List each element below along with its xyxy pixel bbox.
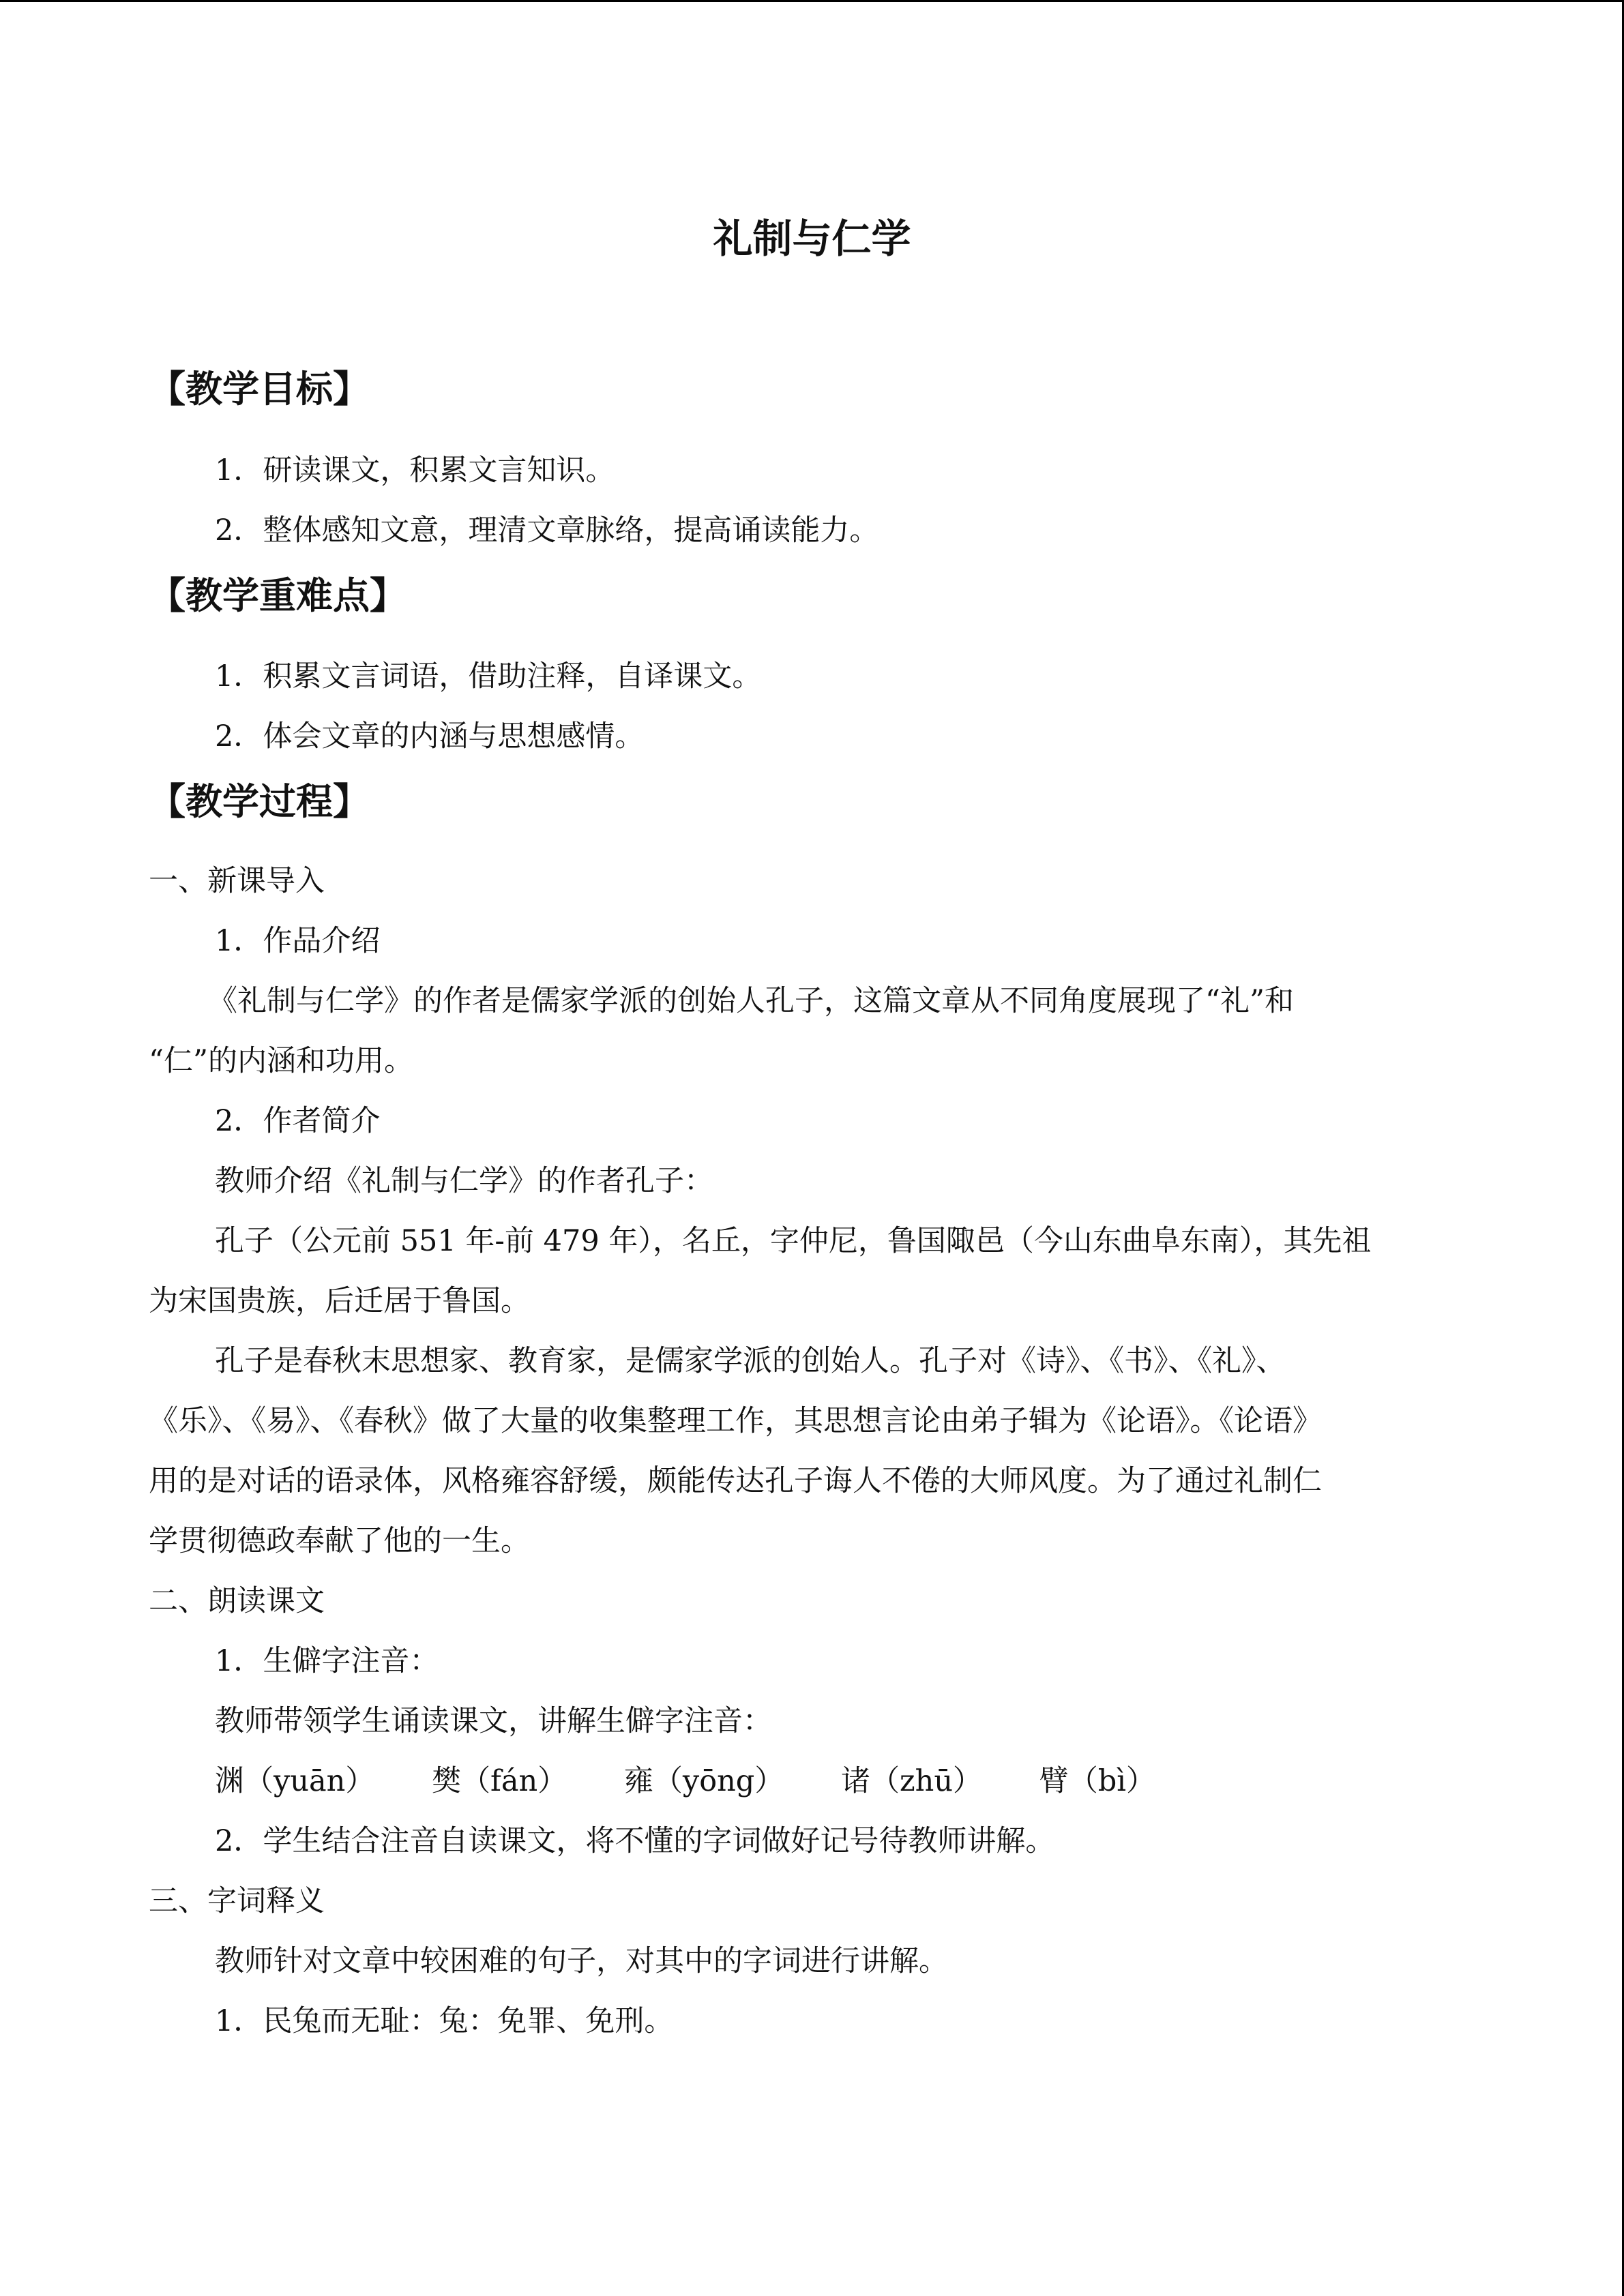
objective-item-2: 2．整体感知文意，理清文章脉络，提高诵读能力。 [215, 513, 879, 548]
bio2-line-2: 《乐》、《易》、《春秋》做了大量的收集整理工作，其思想言论由弟子辑为《论语》。《论语》 [149, 1404, 1322, 1438]
objective-item-1: 1．研读课文，积累文言知识。 [215, 453, 615, 488]
bio2-line-3: 用的是对话的语录体，风格雍容舒缓，颇能传达孔子诲人不倦的大师风度。为了通过礼制仁 [149, 1464, 1322, 1498]
bio2-line-4: 学贯彻德政奉献了他的一生。 [149, 1524, 530, 1558]
part3-lead: 教师针对文章中较困难的句子，对其中的字词进行讲解。 [215, 1944, 948, 1978]
intro-line-1: 《礼制与仁学》的作者是儒家学派的创始人孔子，这篇文章从不同角度展现了“礼”和 [208, 984, 1294, 1018]
objectives-heading: 【教学目标】 [149, 367, 370, 411]
part1-heading: 一、新课导入 [149, 864, 325, 898]
pinyin-item: 樊（fán） [432, 1764, 567, 1798]
pinyin-item: 渊（yuān） [215, 1764, 375, 1798]
key-point-item-2: 2．体会文章的内涵与思想感情。 [215, 719, 645, 754]
part3-item-1: 1．民兔而无耻：兔：免罪、免刑。 [215, 2004, 674, 2038]
pinyin-list [215, 1761, 1203, 1802]
bio1-line-1: 孔子（公元前 551 年-前 479 年），名丘，字仲尼，鲁国陬邑（今山东曲阜东南），其先祖 [215, 1224, 1372, 1258]
key-point-item-1: 1．积累文言词语，借助注释，自译课文。 [215, 659, 762, 694]
part1-sub2: 2．作者简介 [215, 1104, 381, 1138]
process-heading: 【教学过程】 [149, 779, 370, 823]
part2-heading: 二、朗读课文 [149, 1584, 325, 1618]
pinyin-item: 臂（bì） [1039, 1764, 1155, 1798]
pinyin-item: 诸（zhū） [841, 1764, 983, 1798]
author-lead: 教师介绍《礼制与仁学》的作者孔子： [215, 1164, 713, 1198]
part1-sub1: 1．作品介绍 [215, 924, 381, 958]
part2-lead: 教师带领学生诵读课文，讲解生僻字注音： [215, 1704, 772, 1738]
bio2-line-1: 孔子是春秋末思想家、教育家，是儒家学派的创始人。孔子对《诗》、《书》、《礼》、 [215, 1344, 1286, 1378]
document-title: 礼制与仁学 [713, 215, 911, 262]
part2-sub2: 2．学生结合注音自读课文，将不懂的字词做好记号待教师讲解。 [215, 1824, 1055, 1858]
part2-sub1: 1．生僻字注音： [215, 1644, 439, 1678]
pinyin-item: 雍（yōng） [623, 1764, 784, 1798]
part3-heading: 三、字词释义 [149, 1884, 325, 1918]
key-points-heading: 【教学重难点】 [149, 573, 407, 617]
top-border-line [0, 0, 1624, 2]
bio1-line-2: 为宋国贵族，后迁居于鲁国。 [149, 1284, 530, 1318]
intro-line-2: “仁”的内涵和功用。 [149, 1044, 413, 1078]
